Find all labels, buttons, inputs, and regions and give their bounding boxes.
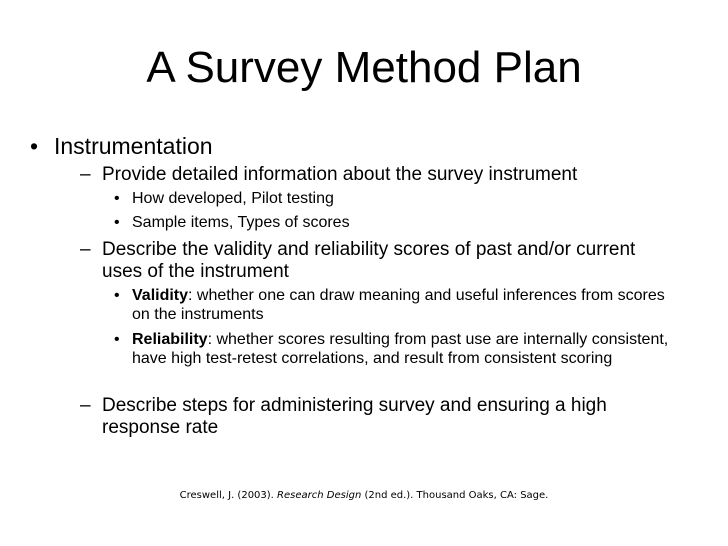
sub-sub-bullet-text (132, 286, 674, 324)
definition-validity: : whether one can draw meaning and useful inferences from scores on the instruments (132, 287, 665, 323)
definition-reliability: : whether scores resulting from past use are internally consistent, have high test-retest correlations, and result from consistent scoring (132, 331, 669, 367)
bullet-marker: • (114, 331, 120, 348)
sub-bullet-detailed-info (80, 164, 680, 186)
dash-marker: – (80, 164, 91, 185)
sub-bullet-administering-survey (80, 395, 680, 439)
citation-suffix: (2nd ed.). Thousand Oaks, CA: Sage. (361, 490, 549, 501)
sub-sub-bullet-text (132, 330, 674, 368)
bullet-marker: • (114, 190, 120, 207)
term-reliability: Reliability (132, 331, 208, 348)
citation-prefix: Creswell, J. (2003). (179, 490, 278, 501)
bullet-marker: • (114, 214, 120, 231)
slide-title: A Survey Method Plan (146, 43, 582, 92)
sub-bullet-validity-reliability (80, 239, 680, 283)
sub-sub-bullet-text: How developed, Pilot testing (132, 190, 334, 207)
sub-sub-bullet-validity (114, 286, 674, 324)
sub-sub-bullet-sample-items (114, 213, 674, 232)
dash-marker: – (80, 395, 91, 416)
sub-sub-bullet-text: Sample items, Types of scores (132, 214, 350, 231)
term-validity: Validity (132, 287, 189, 304)
bullet-text: Instrumentation (54, 133, 213, 159)
citation (0, 490, 728, 502)
sub-bullet-text: Provide detailed information about the survey instrument (102, 164, 578, 185)
sub-bullet-text: Describe steps for administering survey and ensuring a high response rate (102, 395, 607, 438)
sub-sub-bullet-how-developed (114, 189, 674, 208)
sub-bullet-text: Describe the validity and reliability scores of past and/or current uses of the instrument (102, 239, 636, 282)
dash-marker: – (80, 239, 91, 260)
sub-sub-bullet-reliability (114, 330, 674, 368)
citation-book-title: Research Design (277, 490, 362, 501)
bullet-marker: • (30, 133, 39, 159)
bullet-marker: • (114, 287, 120, 304)
